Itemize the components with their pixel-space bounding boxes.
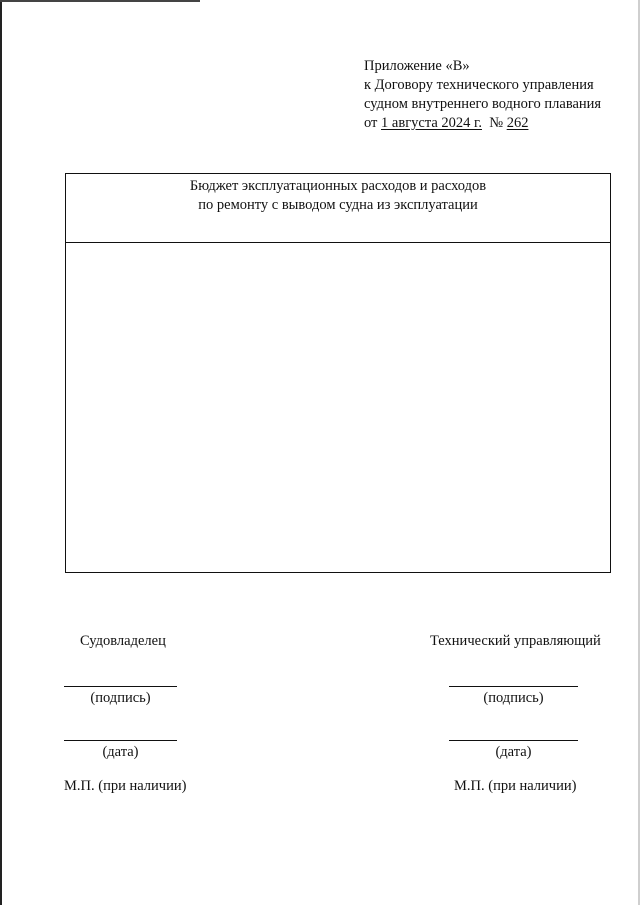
technical-manager-role-label: Технический управляющий: [430, 633, 601, 649]
budget-content-area: [66, 243, 610, 573]
contract-date: 1 августа 2024 г.: [381, 115, 482, 131]
technical-manager-signature-caption: (подпись): [483, 690, 544, 706]
shipowner-signature-line: [64, 686, 177, 687]
technical-manager-signature-line: [449, 686, 578, 687]
shipowner-role-label: Судовладелец: [80, 633, 166, 649]
appendix-title: Приложение «В»: [364, 58, 470, 74]
technical-manager-date-caption: (дата): [495, 744, 532, 760]
budget-title-cell: [66, 174, 610, 243]
shipowner-stamp-label: М.П. (при наличии): [64, 778, 187, 794]
page-edge-left: [0, 0, 2, 905]
appendix-date-number-line: [364, 114, 601, 133]
number-prefix: №: [489, 115, 507, 131]
technical-manager-date-line: [449, 740, 578, 741]
shipowner-signature-caption: (подпись): [90, 690, 151, 706]
contract-number: 262: [506, 115, 529, 131]
appendix-contract-line: к Договору технического управления: [364, 77, 594, 93]
appendix-header: [364, 57, 601, 133]
budget-title-line-2: по ремонту с выводом судна из эксплуатации: [198, 197, 478, 213]
budget-title-line-1: Бюджет эксплуатационных расходов и расходов: [189, 178, 487, 194]
date-prefix: от: [364, 115, 382, 131]
appendix-vessel-line: судном внутреннего водного плавания: [364, 96, 602, 112]
page-edge-top: [0, 0, 200, 2]
shipowner-date-line: [64, 740, 177, 741]
technical-manager-stamp-label: М.П. (при наличии): [454, 778, 577, 794]
shipowner-date-caption: (дата): [102, 744, 139, 760]
budget-table: [65, 173, 611, 573]
